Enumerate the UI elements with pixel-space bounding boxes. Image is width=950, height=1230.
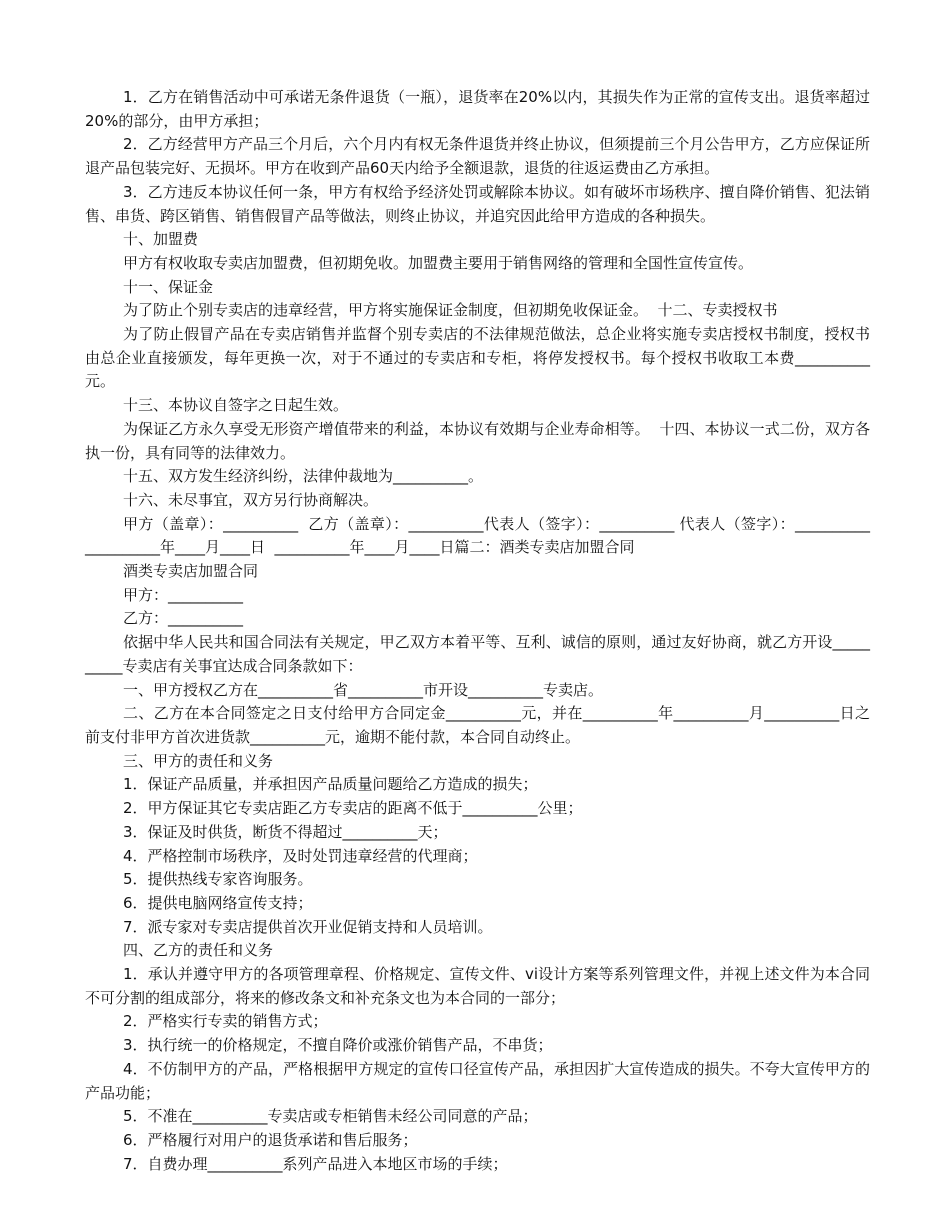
list-item: 4．不仿制甲方的产品，严格根据甲方规定的宣传口径宣传产品，承担因扩大宣传造成的损失。不夸大宣传甲方的产品功能；: [85, 1059, 870, 1102]
list-item: 3．执行统一的价格规定，不擅自降价或涨价销售产品，不串货；: [123, 1036, 553, 1055]
list-item: 5．不准在__________专卖店或专柜销售未经公司同意的产品；: [123, 1107, 538, 1126]
paragraph: 1．乙方在销售活动中可承诺无条件退货（一瓶），退货率在20%以内，其损失作为正常的宣传支出。退货率超过20%的部分，由甲方承担；: [85, 88, 870, 130]
list-item: 1．保证产品质量，并承担因产品质量问题给乙方造成的损失；: [123, 775, 538, 794]
paragraph: 为保证乙方永久享受无形资产增值带来的利益，本协议有效期与企业寿命相等。 十四、本协议一式二份，双方各执一份，具有同等的法律效力。: [85, 419, 870, 462]
list-item: 1．承认并遵守甲方的各项管理章程、价格规定、宣传文件、vi设计方案等系列管理文件，并视上述文件为本合同不可分割的组成部分，将来的修改条文和补充条文也为本合同的一部分；: [85, 965, 870, 1007]
list-item: 4．严格控制市场秩序，及时处罚违章经营的代理商；: [123, 846, 478, 865]
paragraph: 十五、双方发生经济纠纷，法律仲裁地为__________。: [123, 467, 484, 486]
paragraph: 为了防止假冒产品在专卖店销售并监督个别专卖店的不法律规范做法，总企业将实施专卖店授权书制度，授权书由总企业直接颁发，每年更换一次，对于不通过的专卖店和专柜，将停发授权书。每个授权书收取工本费__________元。: [85, 325, 870, 391]
list-item: 6．提供电脑网络宣传支持；: [123, 893, 313, 912]
list-item: 5．提供热线专家咨询服务。: [123, 870, 313, 889]
section-heading: 十、加盟费: [123, 230, 199, 249]
paragraph: 十六、未尽事宜，双方另行协商解决。: [123, 490, 379, 509]
list-item: 2．甲方保证其它专卖店距乙方专卖店的距离不低于__________公里；: [123, 799, 583, 818]
section-heading: 十一、保证金: [123, 277, 214, 296]
paragraph: 依据中华人民共和国合同法有关规定，甲乙双方本着平等、互利、诚信的原则，通过友好协商，就乙方开设__________专卖店有关事宜达成合同条款如下：: [85, 633, 870, 675]
section-heading: 三、甲方的责任和义务: [123, 751, 274, 770]
paragraph: 3．乙方违反本协议任何一条，甲方有权给予经济处罚或解除本协议。如有破坏市场秩序、擅自降价销售、犯法销售、串货、跨区销售、销售假冒产品等做法，则终止协议，并追究因此给甲方造成的各种损失。: [85, 182, 870, 225]
paragraph: 十三、本协议自签字之日起生效。: [123, 396, 349, 415]
list-item: 7．自费办理__________系列产品进入本地区市场的手续；: [123, 1154, 508, 1173]
paragraph: 二、乙方在本合同签定之日支付给甲方合同定金__________元，并在__________年__________月__________日之前支付非甲方首次进货款__________元，逾期不能付款，本合同自动终止。: [85, 704, 870, 746]
list-item: 7．派专家对专卖店提供首次开业促销支持和人员培训。: [123, 917, 493, 936]
paragraph: 一、甲方授权乙方在__________省__________市开设__________专卖店。: [123, 680, 604, 699]
contract-title: 酒类专卖店加盟合同: [123, 562, 259, 581]
signature-block: 甲方（盖章）：__________ 乙方（盖章）：__________代表人（签字）：__________ 代表人（签字）：__________ __________年____月____日 __________年____月____日篇二：酒类专卖店加盟合同: [85, 514, 880, 557]
paragraph: 甲方有权收取专卖店加盟费，但初期免收。加盟费主要用于销售网络的管理和全国性宣传宣传。: [123, 253, 754, 272]
list-item: 2．严格实行专卖的销售方式；: [123, 1012, 328, 1031]
paragraph: 2．乙方经营甲方产品三个月后，六个月内有权无条件退货并终止协议，但须提前三个月公告甲方，乙方应保证所退产品包装完好、无损坏。甲方在收到产品60天内给予全额退款，退货的往返运费由乙方承担。: [85, 135, 870, 178]
section-heading: 四、乙方的责任和义务: [123, 941, 274, 960]
party-b-line: 乙方：__________: [123, 609, 244, 628]
list-item: 3．保证及时供货，断货不得超过__________天；: [123, 822, 448, 841]
party-a-line: 甲方：__________: [123, 585, 244, 604]
list-item: 6．严格履行对用户的退货承诺和售后服务；: [123, 1130, 418, 1149]
paragraph: 为了防止个别专卖店的违章经营，甲方将实施保证金制度，但初期免收保证金。 十二、专卖授权书: [123, 301, 778, 320]
